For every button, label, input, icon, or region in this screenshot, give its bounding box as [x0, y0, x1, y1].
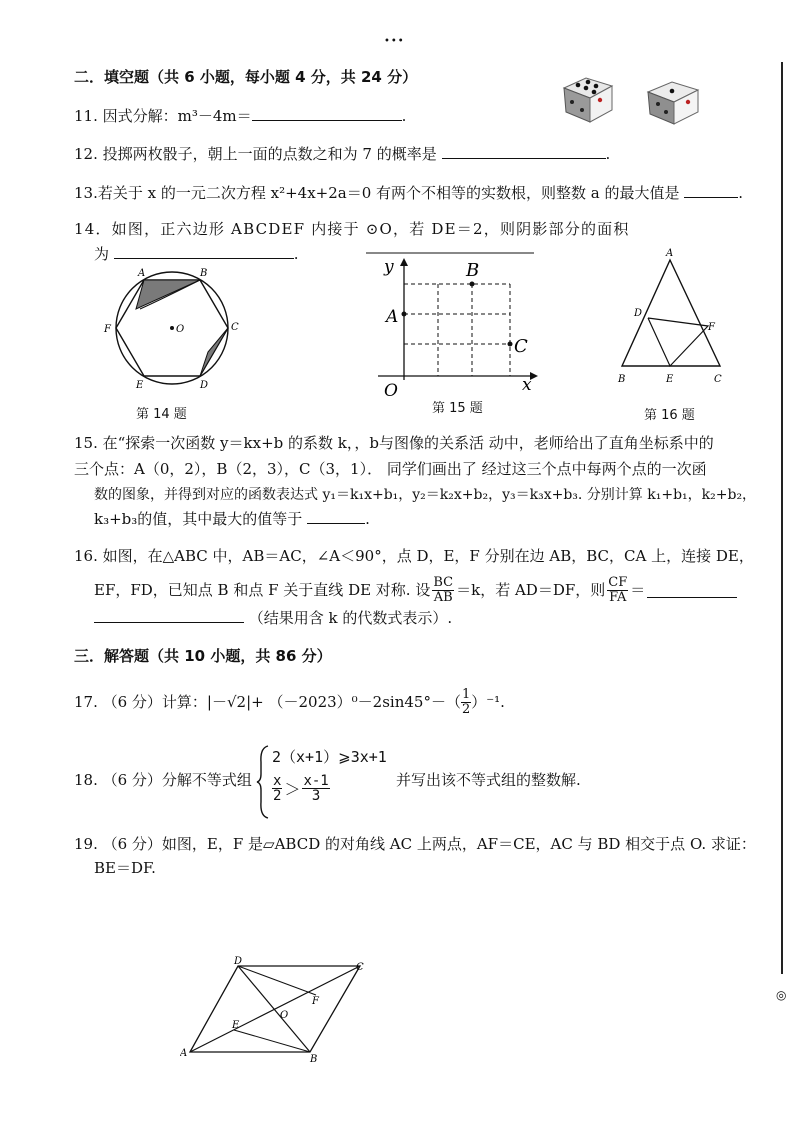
question-16-line2: [94, 568, 737, 612]
q18-suffix: 并写出该不等式组的整数解.: [396, 771, 581, 789]
q16-text-c: ＝: [630, 581, 646, 599]
q14-answer-blank: [114, 244, 294, 259]
fig19-label-C: C: [356, 962, 364, 973]
question-15-line3: 数的图象，并得到对应的函数表达式 y₁＝k₁x+b₁，y₂＝k₂x+b₂，y₃＝k₃x+b₃. 分别计算 k₁+b₁，k₂+b₂，: [94, 487, 757, 503]
figure-15: [364, 250, 546, 398]
q18-frac-right: [302, 774, 329, 803]
q16-fraction-cf-fa: [607, 576, 628, 605]
fig19-label-A: A: [180, 1048, 188, 1059]
figure-19: [180, 956, 380, 1066]
right-margin-line: [781, 62, 783, 974]
question-15-line1: 15. 在“探索一次函数 y＝kx+b 的系数 k，，b与图像的关系活 动中，老师给出了直角坐标系中的: [74, 434, 714, 452]
q15-period: .: [365, 510, 370, 528]
q13-answer-blank: [684, 183, 738, 198]
q18-greater-sign: ＞: [284, 780, 301, 799]
fig16-label-A: A: [666, 248, 674, 259]
q13-period: .: [738, 184, 744, 202]
question-16-line3: [94, 608, 452, 628]
fig14-label-D: D: [200, 380, 209, 391]
q16-text-b: ＝k，若 AD＝DF，则: [456, 581, 606, 599]
fig16-inner: [648, 318, 708, 366]
fig16-label-C: C: [714, 374, 722, 385]
fig15-grid: [404, 284, 510, 376]
fig14-label-O: O: [176, 324, 185, 335]
question-13: [74, 183, 743, 203]
q18-inequality-2: [272, 774, 330, 803]
figure-16: [612, 246, 732, 388]
question-19-line1: 19. （6 分）如图，E，F 是▱ABCD 的对角线 AC 上两点，AF＝CE，AC 与 BD 相交于点 O. 求证：: [74, 835, 756, 853]
figure-14: [100, 264, 260, 396]
fig14-label-C: C: [231, 322, 239, 333]
q11-number: 11.: [74, 107, 98, 125]
q18-frac-left: [272, 774, 282, 803]
fig19-label-F: F: [312, 996, 319, 1007]
q18-brace: [256, 744, 270, 820]
caption-16: 第 16 题: [644, 408, 695, 423]
fig15-label-C: C: [514, 336, 528, 357]
section-3-title: 三．解答题（共 10 小题，共 86 分）: [74, 647, 332, 665]
q16-frac2-num: CF: [608, 574, 628, 590]
fig16-label-B: B: [618, 374, 626, 385]
question-17: [74, 682, 505, 722]
q16-frac1-num: BC: [433, 574, 454, 590]
q15-answer-blank: [307, 509, 365, 524]
q18-prefix: 18. （6 分）分解不等式组: [74, 771, 252, 789]
q12-period: .: [605, 145, 611, 163]
fig19-label-D: D: [234, 956, 243, 967]
q11-period: .: [401, 107, 407, 125]
question-14-line1: 14．如图，正六边形 ABCDEF 内接于 ⊙O，若 DE＝2，则阴影部分的面积: [74, 220, 630, 238]
q16-answer-blank-1: [647, 583, 737, 598]
fig14-shade-right: [200, 328, 228, 376]
q18-inequality-1: 2（x+1）⩾3x+1: [272, 748, 387, 766]
q14-period: .: [293, 245, 299, 263]
q18-frac-left-den: 2: [273, 788, 282, 804]
q11-answer-blank: [252, 106, 402, 121]
fig15-label-B: B: [466, 260, 480, 281]
die-left: [564, 78, 612, 122]
fig19-label-E: E: [232, 1020, 240, 1031]
question-16-line1: 16. 如图，在△ABC 中，AB＝AC，∠A＜90°，点 D，E，F 分别在边 AB，BC，CA 上，连接 DE，: [74, 547, 754, 565]
die-right: [648, 82, 698, 124]
q16-fraction-bc-ab: [432, 576, 454, 605]
fig16-label-D: D: [634, 308, 643, 319]
q16-line3-text: （结果用含 k 的代数式表示）.: [248, 609, 453, 627]
fig16-label-E: E: [666, 374, 674, 385]
q12-number: 12.: [74, 145, 98, 163]
fig16-label-F: F: [708, 322, 715, 333]
question-14-line2: [94, 244, 299, 264]
dice-illustration: [556, 70, 716, 130]
fig15-point-A: [402, 312, 407, 317]
caption-14: 第 14 题: [136, 407, 187, 422]
question-12: [74, 144, 610, 164]
fig15-point-B: [470, 282, 475, 287]
q18-frac-right-num: x-1: [303, 773, 329, 789]
q15-line4-text: k₃+b₃的值，其中最大的值等于: [94, 510, 303, 528]
fig15-point-C: [508, 342, 513, 347]
fig15-label-x: x: [522, 375, 532, 395]
q16-frac2-den: FA: [609, 589, 627, 605]
fig19-segment-BE: [234, 1030, 310, 1052]
q11-text: 因式分解：m³－4m＝: [102, 107, 252, 125]
q17-frac-num: 1: [461, 686, 471, 702]
q13-text: 13.若关于 x 的一元二次方程 x²+4x+2a＝0 有两个不相等的实数根，则整数 a 的最大值是: [74, 184, 680, 202]
q17-frac-den: 2: [461, 701, 471, 717]
fig14-label-B: B: [200, 268, 208, 279]
fig15-label-O: O: [384, 381, 398, 398]
question-19-line2: BE＝DF.: [94, 859, 156, 877]
fig19-label-O: O: [280, 1010, 289, 1021]
question-15-line2: 三个点：A（0，2），B（2，3），C（3，1）． 同学们画出了 经过这三个点中每两个点的一次函: [74, 460, 707, 478]
fig15-label-y: y: [384, 257, 394, 277]
q18-frac-left-num: x: [273, 773, 282, 789]
q17-fraction: [461, 688, 471, 717]
fig14-label-E: E: [136, 380, 144, 391]
fig19-label-B: B: [310, 1054, 318, 1065]
fig14-label-A: A: [138, 268, 146, 279]
q14-prefix: 为: [94, 245, 110, 263]
question-11: [74, 106, 406, 126]
q12-answer-blank: [442, 144, 606, 159]
section-2-title: 二．填空题（共 6 小题，每小题 4 分，共 24 分）: [74, 68, 418, 86]
q16-frac1-den: AB: [433, 589, 453, 605]
fig15-label-A: A: [386, 307, 399, 327]
fig14-label-F: F: [104, 324, 111, 335]
caption-15: 第 15 题: [432, 401, 483, 416]
fig14-center: [170, 326, 174, 330]
question-15-line4: [94, 509, 370, 529]
q18-frac-right-den: 3: [311, 788, 321, 804]
page-dots: •••: [384, 36, 405, 47]
margin-mark: ◎: [776, 988, 787, 1002]
q17-prefix: 17. （6 分）计算：|－√2|+ （－2023）⁰－2sin45°－（: [74, 693, 461, 711]
q16-text-a: EF，FD，已知点 B 和点 F 关于直线 DE 对称. 设: [94, 581, 431, 599]
q17-suffix: ）⁻¹.: [471, 693, 505, 711]
q12-text: 投掷两枚骰子，朝上一面的点数之和为 7 的概率是: [102, 145, 437, 163]
q16-answer-blank-2: [94, 608, 244, 623]
